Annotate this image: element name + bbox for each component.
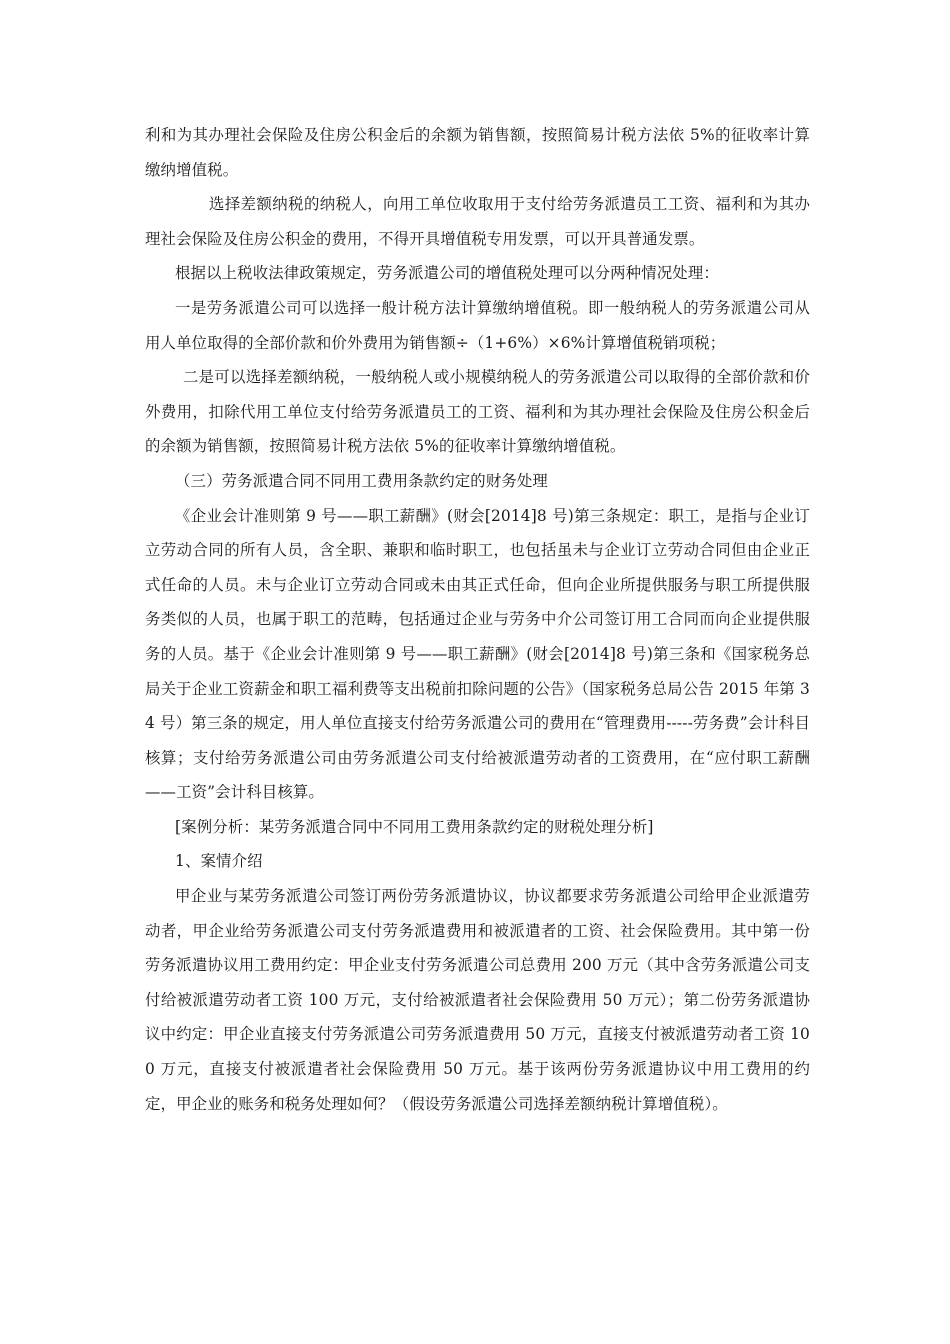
- section-heading-3: （三）劳务派遣合同不同用工费用条款约定的财务处理: [175, 471, 548, 490]
- paragraph-continuation: 利和为其办理社会保险及住房公积金后的余额为销售额，按照简易计税方法依 5%的征收率计算缴纳增值税。: [145, 126, 810, 179]
- paragraph-two-methods-intro: 根据以上税收法律政策规定，劳务派遣公司的增值税处理可以分两种情况处理：: [175, 264, 719, 283]
- paragraph-case-description: 甲企业与某劳务派遣公司签订两份劳务派遣协议，协议都要求劳务派遣公司给甲企业派遣劳动者，甲企业给劳务派遣公司支付劳务派遣费用和被派遣者的工资、社会保险费用。其中第一份劳务派遣协议用工费用约定：甲企业支付劳务派遣公司总费用 200 万元（其中含劳务派遣公司支付给被派遣劳动者工资 100 万元，支付给被派遣者社会保险费用 50 万元）；第二份劳务派遣协议中约定：甲企业直接支付劳务派遣公司劳务派遣费用 50 万元，直接支付被派遣劳动者工资 100 万元，直接支付被派遣者社会保险费用 50 万元。基于该两份劳务派遣协议中用工费用的约定，甲企业的账务和税务处理如何？（假设劳务派遣公司选择差额纳税计算增值税）。: [145, 887, 810, 1113]
- document-page: [145, 118, 810, 1121]
- paragraph-invoice-rule: 选择差额纳税的纳税人，向用工单位收取用于支付给劳务派遣员工工资、福利和为其办理社会保险及住房公积金的费用，不得开具增值税专用发票，可以开具普通发票。: [145, 195, 810, 248]
- case-analysis-heading: [案例分析：某劳务派遣合同中不同用工费用条款约定的财税处理分析]: [175, 817, 654, 836]
- paragraph-accounting-standard: 《企业会计准则第 9 号——职工薪酬》(财会[2014]8 号)第三条规定：职工，是指与企业订立劳动合同的所有人员，含全职、兼职和临时职工，也包括虽未与企业订立劳动合同但由企业正式任命的人员。未与企业订立劳动合同或未由其正式任命，但向企业所提供服务与职工所提供服务类似的人员，也属于职工的范畴，包括通过企业与劳务中介公司签订用工合同而向企业提供服务的人员。基于《企业会计准则第 9 号——职工薪酬》(财会[2014]8 号)第三条和《国家税务总局关于企业工资薪金和职工福利费等支出税前扣除问题的公告》（国家税务总局公告 2015 年第 34 号）第三条的规定，用人单位直接支付给劳务派遣公司的费用在“管理费用-----劳务费”会计科目核算；支付给劳务派遣公司由劳务派遣公司支付给被派遣劳动者的工资费用，在“应付职工薪酬——工资”会计科目核算。: [145, 506, 810, 802]
- paragraph-general-method: 一是劳务派遣公司可以选择一般计税方法计算缴纳增值税。即一般纳税人的劳务派遣公司从用人单位取得的全部价款和价外费用为销售额÷（1+6%）×6%计算增值税销项税；: [145, 298, 810, 352]
- case-intro-heading: 1、案情介绍: [175, 852, 263, 871]
- paragraph-differential-method: 二是可以选择差额纳税，一般纳税人或小规模纳税人的劳务派遣公司以取得的全部价款和价外费用，扣除代用工单位支付给劳务派遣员工的工资、福利和为其办理社会保险及住房公积金后的余额为销售额，按照简易计税方法依 5%的征收率计算缴纳增值税。: [145, 368, 810, 456]
